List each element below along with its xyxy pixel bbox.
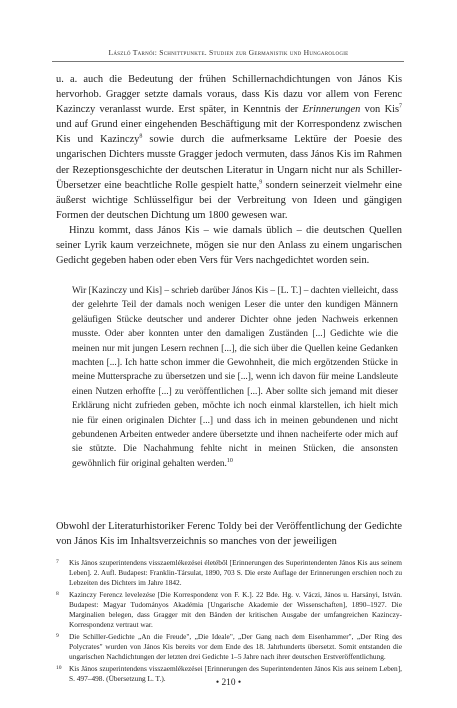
footnote-text: Kazinczy Ferencz levelezése [Die Korrespondenz von F. K.]. 22 Bde. Hg. v. Váczi, János u. Harsányi, István. Budapest: Magyar Tudományos Akadémia [Ungarische Akademie der Wissenschaften], 1890–1927. Die Marginalien belegen, dass Gragger mit den Bänden der kritischen Ausgabe der umfangreichen Kazinczy-Korrespondenz vertraut war.	[69, 590, 402, 629]
para1-part1: u. a. auch die Bedeutung der frühen Schillernachdichtungen von János Kis hervorhob. Gragger setzte damals voraus, dass Kis dazu vor allem von Ferenc Kazinczy veranlasst wurde. Erst später, in Kenntnis der	[56, 74, 402, 116]
footnotes	[56, 558, 402, 686]
footnote-text: Die Schiller-Gedichte „An die Freude", „Die Ideale", „Der Gang nach dem Eisenhammer", „Der Ring des Polycrates" wurden von János Kis bereits vor dem Ende des 18. Jahrhunderts übersetzt. Somit entstanden die ungarischen Nachdichtungen der letzten drei Gedichte 1–5 Jahre nach ihrer deutschen Erstveröffentlichung.	[69, 632, 402, 661]
quote-text: Wir [Kazinczy und Kis] – schrieb darüber János Kis – [L. T.] – dachten vielleicht, dass der gelehrte Teil der damals noch wenigen Leser die unter den kundigen Männern geläufigen Stücke deutscher und anderer Dichter ohne jeden Nachweis erkennen musste. Oder aber konnten unter den damaligen Zuständen [...] Gedichte wie die meinen nur mit jungen Lesern rechnen [...], die sich über die Quellen keine Gedanken machten [...]. Ich hatte schon immer die Gewohnheit, die mich ergötzenden Stücke in meine Muttersprache zu übersetzen und sie [...], wenn ich davon für meine Landsleute einen Nutzen erhoffte [...] zu veröffentlichen [...]. Aber sollte sich jemand mit dieser Erklärung nicht zufrieden geben, möchte ich noch einmal klarstellen, ich hielt mich nie für einen originalen Dichter [...] und dass ich in meinen gebundenen und nicht gebundenen Arbeiten entweder andere übersetzte und ihnen nacheiferte oder mich auf sie stützte. Die Nachahmung fehlte nicht in meinen Stücken, die ansonsten gewöhnlich für original gehalten werden.	[72, 286, 398, 469]
footnote-text: Kis János szuperintendens visszaemlékezései [Erinnerungen des Superintendenten János Kis aus seinem Leben], S. 497–498. (Übersetzung L. T.).	[69, 664, 402, 683]
paragraph-1	[56, 72, 402, 223]
para1-part4: sowie durch die aufmerksame Lektüre der Poesie des ungarischen Dichters musste Gragger jedoch vermuten, dass János Kis im Rahmen der Rezeptionsgeschichte der deutschen Literatur in Ungarn nicht nur als Schiller-Übersetzer eine beachtliche Rolle gespielt hatte,	[56, 134, 402, 191]
footnote-8	[56, 590, 402, 630]
footnote-text: Kis János szuperintendens visszaemlékezései életéből [Erinnerungen des Superintendenten János Kis aus seinem Leben]. 2. Aufl. Budapest: Franklin-Társulat, 1890, 703 S. Die erste Auflage der Erinnerungen erschien noch zu Lebzeiten des Dichters im Jahre 1842.	[69, 558, 402, 587]
running-header: László Tarnói: Schnittpunkte. Studien zur Germanistik und Hungarologie	[108, 48, 349, 57]
footnote-number: 9	[56, 633, 59, 639]
footnote-number: 10	[56, 665, 62, 671]
footnote-ref-10: 10	[226, 457, 233, 464]
footnote-number: 8	[56, 591, 59, 597]
continuation-text	[56, 519, 402, 549]
para1-part5: sondern seinerzeit vielmehr eine äußerst wichtige Schlüsselfigur bei der Verbreitung von Ideen und gängigen Formen der deutschen Dichtung um 1800 gewesen war.	[56, 179, 402, 221]
footnote-9	[56, 632, 402, 662]
footnote-number: 7	[56, 559, 59, 565]
main-text	[56, 72, 402, 268]
footnote-7	[56, 558, 402, 588]
header-rule	[52, 61, 404, 62]
footnote-ref-9: 9	[259, 179, 263, 186]
footnote-ref-7: 7	[399, 103, 402, 110]
page-number: • 210 •	[215, 678, 242, 688]
quote-paragraph	[72, 284, 398, 471]
paragraph-3: Obwohl der Literaturhistoriker Ferenc Toldy bei der Veröffentlichung der Gedichte von János Kis im Inhaltsverzeichnis so manches von der jeweiligen	[56, 521, 402, 548]
footnote-ref-8: 8	[139, 133, 143, 140]
paragraph-2: Hinzu kommt, dass János Kis – wie damals üblich – die deutschen Quellen seiner Lyrik kaum verzeichnete, mögen sie nur den Anlass zu einem ungarischen Gedicht gegeben haben oder eben Vers für Vers nachgedichtet worden sein.	[56, 224, 402, 267]
block-quote	[72, 284, 398, 471]
para1-part3: und auf Grund einer eingehenden Beschäftigung mit der Korrespondenz zwischen Kis und Kazinczy	[56, 119, 402, 146]
para1-italic-title: Erinnerungen	[302, 104, 361, 116]
para1-part2: von Kis	[360, 104, 399, 116]
